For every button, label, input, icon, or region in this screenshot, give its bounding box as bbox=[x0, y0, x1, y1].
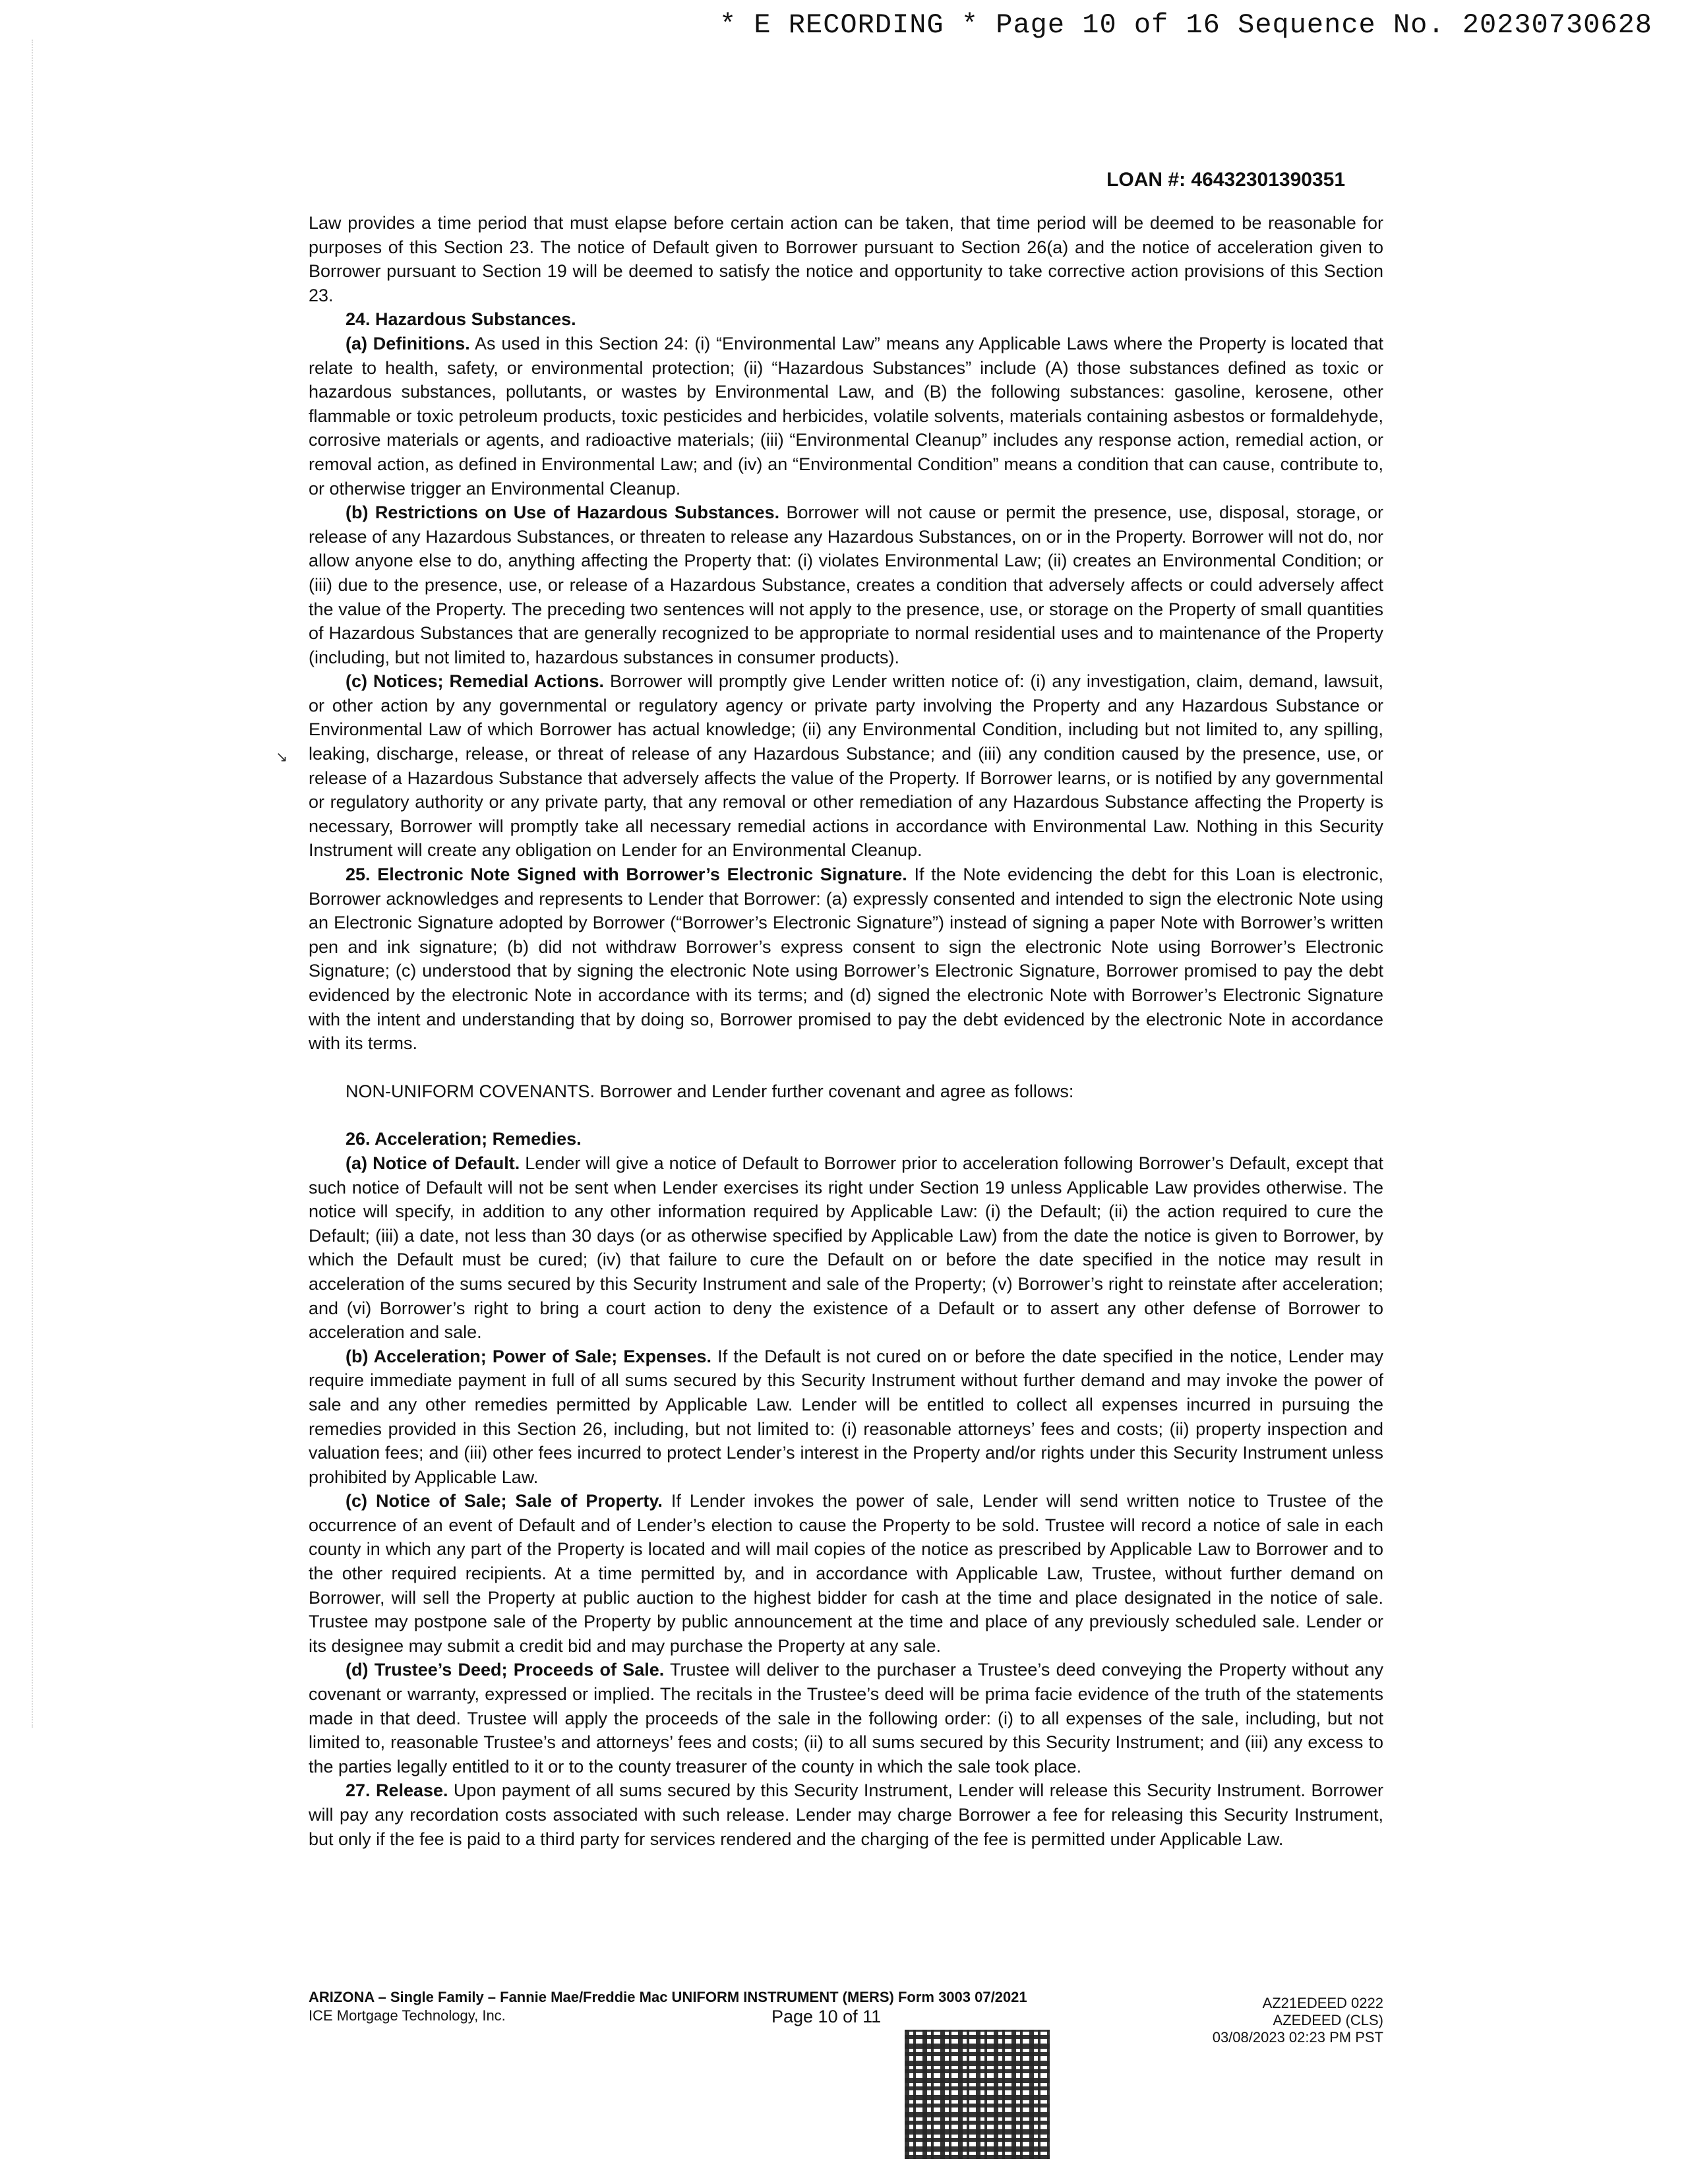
section-26-heading: 26. Acceleration; Remedies. bbox=[346, 1129, 582, 1149]
section-26a bbox=[309, 1151, 1383, 1345]
section-27-label: 27. Release. bbox=[346, 1780, 448, 1801]
section-26c-text: If Lender invokes the power of sale, Lender will send written notice to Trustee of the occurrence of an event of Default and of Lender’s election to cause the Property to be sold. Trustee will record a notice of sale in each county in which any part of the Property is located and will mail copies of the notice as prescribed by Applicable Law to Borrower and to the other required recipients. At a time permitted by, and in accordance with Applicable Law, Trustee, without further demand on Borrower, will sell the Property at public auction to the highest bidder for cash at the time and place designated in the notice of sale. Trustee may postpone sale of the Property by public announcement at the time and place of any previously scheduled sale. Lender or its designee may submit a credit bid and may purchase the Property at any sale. bbox=[309, 1491, 1383, 1656]
margin-dotted-line bbox=[32, 40, 33, 1728]
section-24c-text: Borrower will promptly give Lender written notice of: (i) any investigation, claim, demand, lawsuit, or other action by any governmental or regulatory agency or private party involving the Property and any Hazardous Substance or Environmental Law of which Borrower has actual knowledge; (ii) any Environmental Condition, including but not limited to, any spilling, leaking, discharge, release, or threat of release of any Hazardous Substance; and (iii) any condition caused by the presence, use, or release of a Hazardous Substance that adversely affects the value of the Property. If Borrower learns, or is notified by any governmental or regulatory authority or any private party, that any removal or other remediation of any Hazardous Substance affecting the Property is necessary, Borrower will promptly take all necessary remedial actions in accordance with Environmental Law. Nothing in this Security Instrument will create any obligation on Lender for an Environmental Cleanup. bbox=[309, 671, 1383, 861]
form-identifier: ARIZONA – Single Family – Fannie Mae/Freddie Mac UNIFORM INSTRUMENT (MERS) Form 3003 07/2021 bbox=[309, 1989, 1027, 2005]
section-27-text: Upon payment of all sums secured by this Security Instrument, Lender will release this Security Instrument. Borrower will pay any recordation costs associated with such release. Lender may charge Borrower a fee for releasing this Security Instrument, but only if the fee is paid to a third party for services rendered and the charging of the fee is permitted under Applicable Law. bbox=[309, 1780, 1383, 1849]
section-24c-label: (c) Notices; Remedial Actions. bbox=[346, 671, 604, 692]
spacer bbox=[309, 1056, 1383, 1079]
section-24b-label: (b) Restrictions on Use of Hazardous Substances. bbox=[346, 502, 780, 523]
generated-timestamp: 03/08/2023 02:23 PM PST bbox=[1212, 2029, 1383, 2046]
barcode-icon bbox=[905, 2030, 1050, 2159]
section-24b bbox=[309, 501, 1383, 669]
footer-left bbox=[309, 1988, 1027, 2025]
section-24c bbox=[309, 669, 1383, 863]
section-24a bbox=[309, 332, 1383, 501]
section-26c bbox=[309, 1489, 1383, 1658]
section-25-label: 25. Electronic Note Signed with Borrower’s Electronic Signature. bbox=[346, 864, 907, 885]
section-27 bbox=[309, 1778, 1383, 1851]
section-26d-text: Trustee will deliver to the purchaser a Trustee’s deed conveying the Property without any covenant or warranty, expressed or implied. The recitals in the Trustee’s deed will be prima facie evidence of the truth of the statements made in that deed. Trustee will apply the proceeds of the sale in the following order: (i) to all expenses of the sale, including, but not limited to, reasonable Trustee’s and attorneys’ fees and costs; (ii) to all sums secured by this Security Instrument; and (iii) any excess to the parties legally entitled to it or to the county treasurer of the county in which the sale took place. bbox=[309, 1660, 1383, 1776]
form-code: AZ21EDEED 0222 bbox=[1262, 1995, 1383, 2011]
loan-number: LOAN #: 46432301390351 bbox=[1106, 169, 1345, 191]
recording-stamp: * E RECORDING * Page 10 of 16 Sequence No. 20230730628 bbox=[719, 9, 1652, 41]
section-26c-label: (c) Notice of Sale; Sale of Property. bbox=[346, 1491, 663, 1511]
spacer bbox=[309, 1103, 1383, 1127]
margin-tick-icon: ↘ bbox=[276, 749, 288, 766]
form-code-cls: AZEDEED (CLS) bbox=[1273, 2012, 1383, 2028]
company-name: ICE Mortgage Technology, Inc. bbox=[309, 2007, 506, 2024]
section-25 bbox=[309, 863, 1383, 1056]
section-23-continuation: Law provides a time period that must elapse before certain action can be taken, that time period will be deemed to be reasonable for purposes of this Section 23. The notice of Default given to Borrower pursuant to Section 26(a) and the notice of acceleration given to Borrower pursuant to Section 19 will be deemed to satisfy the notice and opportunity to take corrective action provisions of this Section 23. bbox=[309, 213, 1383, 305]
section-24-heading: 24. Hazardous Substances. bbox=[346, 309, 576, 330]
section-26a-label: (a) Notice of Default. bbox=[346, 1153, 520, 1173]
section-26b-label: (b) Acceleration; Power of Sale; Expenses. bbox=[346, 1346, 712, 1366]
section-26d bbox=[309, 1658, 1383, 1778]
section-25-text: If the Note evidencing the debt for this Loan is electronic, Borrower acknowledges and represents to Lender that Borrower: (a) expressly consented and intended to sign the electronic Note using an Electronic Signature adopted by Borrower (“Borrower’s Electronic Signature”) instead of signing a paper Note with Borrower’s written pen and ink signature; (b) did not withdraw Borrower’s express consent to sign the electronic Note using Borrower’s Electronic Signature; (c) understood that by signing the electronic Note using Borrower’s Electronic Signature, Borrower promised to pay the debt evidenced by the electronic Note in accordance with its terms; and (d) signed the electronic Note with Borrower’s Electronic Signature with the intent and understanding that by doing so, Borrower promised to pay the debt evidenced by the electronic Note in accordance with its terms. bbox=[309, 864, 1384, 1054]
page-number: Page 10 of 11 bbox=[771, 2007, 882, 2026]
section-24a-text: As used in this Section 24: (i) “Environmental Law” means any Applicable Laws where the Property is located that relate to health, safety, or environmental protection; (ii) “Hazardous Substances” include (A) those substances defined as toxic or hazardous substances, pollutants, or wastes by Environmental Law, and (B) the following substances: gasoline, kerosene, other flammable or toxic petroleum products, toxic pesticides and herbicides, volatile solvents, materials containing asbestos or formaldehyde, corrosive materials or agents, and radioactive materials; (iii) “Environmental Cleanup” includes any response action, remedial action, or removal action, as defined in Environmental Law; and (iv) an “Environmental Condition” means a condition that can cause, contribute to, or otherwise trigger an Environmental Cleanup. bbox=[309, 333, 1383, 499]
section-26d-label: (d) Trustee’s Deed; Proceeds of Sale. bbox=[346, 1660, 665, 1680]
section-26a-text: Lender will give a notice of Default to Borrower prior to acceleration following Borrower’s Default, except that such notice of Default will not be sent when Lender exercises its right under Section 19 unless Applicable Law provides otherwise. The notice will specify, in addition to any other information required by Applicable Law: (i) the Default; (ii) the action required to cure the Default; (iii) a date, not less than 30 days (or as otherwise specified by Applicable Law) from the date the notice is given to Borrower, by which the Default must be cured; (iv) that failure to cure the Default on or before the date specified in the notice may result in acceleration of the sums secured by this Security Instrument and sale of the Property; (v) Borrower’s right to reinstate after acceleration; and (vi) Borrower’s right to bring a court action to deny the existence of a Default or to assert any other defense of Borrower to acceleration and sale. bbox=[309, 1153, 1384, 1343]
non-uniform-covenants: NON-UNIFORM COVENANTS. Borrower and Lender further covenant and agree as follows: bbox=[346, 1081, 1074, 1101]
section-26b bbox=[309, 1345, 1383, 1490]
footer-right bbox=[1213, 1995, 1383, 2046]
section-24a-label: (a) Definitions. bbox=[346, 333, 470, 353]
section-24b-text: Borrower will not cause or permit the presence, use, disposal, storage, or release of any Hazardous Substances, or threaten to release any Hazardous Substances, on or in the Property. Borrower will not do, nor allow anyone else to do, anything affecting the Property that: (i) violates Environmental Law; (ii) creates an Environmental Condition; or (iii) due to the presence, use, or release of a Hazardous Substance, creates a condition that adversely affects or could adversely affect the value of the Property. The preceding two sentences will not apply to the presence, use, or storage on the Property of small quantities of Hazardous Substances that are generally recognized to be appropriate to normal residential uses and to maintenance of the Property (including, but not limited to, hazardous substances in consumer products). bbox=[309, 502, 1383, 667]
section-26b-text: If the Default is not cured on or before the date specified in the notice, Lender may require immediate payment in full of all sums secured by this Security Instrument without further demand and may invoke the power of sale and any other remedies permitted by Applicable Law. Lender will be entitled to collect all expenses incurred in pursuing the remedies provided in this Section 26, including, but not limited to: (i) reasonable attorneys’ fees and costs; (ii) property inspection and valuation fees; and (iii) other fees incurred to protect Lender’s interest in the Property and/or rights under this Security Instrument unless prohibited by Applicable Law. bbox=[309, 1346, 1383, 1487]
document-body bbox=[309, 211, 1383, 1851]
